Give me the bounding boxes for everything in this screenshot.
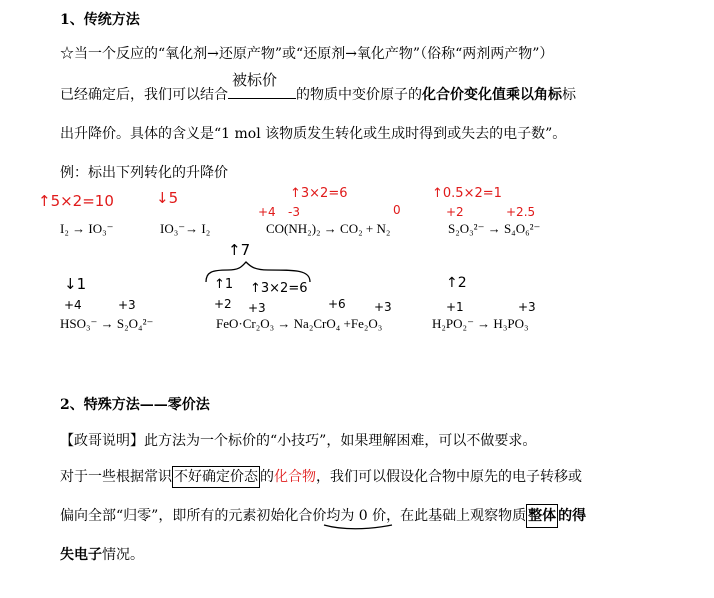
para2-bold: 的得 bbox=[558, 508, 587, 524]
boxed-whole: 整体 bbox=[526, 504, 558, 528]
para1-red-compound: 化合物 bbox=[274, 469, 316, 485]
section2-heading: 2、特殊方法——零价法 bbox=[60, 397, 210, 413]
note-i2-io3: ↑5×2=10 bbox=[38, 192, 114, 210]
section2-note: 【政哥说明】此方法为一个标价的“小技巧”，如果理解困难，可以不做要求。 bbox=[60, 433, 537, 449]
blank-handwriting: 被标价 bbox=[232, 71, 278, 89]
para2-text-a: 偏向全部“归零”，即所有的元素初始化合价 bbox=[60, 508, 327, 524]
ox-p1: +1 bbox=[446, 300, 464, 314]
para2-text-b: ，在此基础上观察物质 bbox=[386, 508, 527, 524]
para2-bold: 化合价变化值乘以角标 bbox=[422, 87, 562, 103]
section2-para3 bbox=[60, 545, 144, 565]
underlined-text: 均为 0 价 bbox=[326, 508, 387, 524]
para1-text-c: ，我们可以假设化合物中原先的电子转移或 bbox=[316, 469, 582, 485]
example-label: 例：标出下列转化的升降价 bbox=[60, 165, 228, 181]
para2-text-a: 已经确定后，我们可以结合 bbox=[60, 87, 228, 103]
formula-thiosulfate: S₂O₃²⁻ → S₄O₆²⁻ bbox=[448, 221, 541, 236]
para2-text-b: 的物质中变价原子的 bbox=[296, 87, 422, 103]
underlined-zero-valence bbox=[326, 506, 386, 526]
section1-heading: 1、传统方法 bbox=[60, 12, 140, 28]
para3-bold: 失电子 bbox=[60, 547, 102, 563]
note-urea-total: ↑7 bbox=[228, 241, 251, 259]
formula-i2-io3: I₂ → IO₃⁻ bbox=[60, 221, 114, 236]
ox-p3: +3 bbox=[518, 300, 536, 314]
ox-cr6: +6 bbox=[328, 297, 346, 311]
note-hso3: ↓1 bbox=[64, 275, 87, 293]
ox-fe3: +3 bbox=[374, 300, 392, 314]
para1-text-a: 对于一些根据常识 bbox=[60, 469, 172, 485]
section1-para3: 出升降价。具体的含义是“1 mol 该物质发生转化或生成时得到或失去的电子数”。 bbox=[60, 126, 567, 142]
note-io3-i2: ↓5 bbox=[156, 189, 179, 207]
note-h2po2: ↑2 bbox=[446, 275, 467, 291]
formula-urea: CO(NH₂)₂ → CO₂ + N₂ bbox=[266, 221, 391, 236]
para3-text: 情况。 bbox=[102, 547, 144, 563]
ox-thio-s4o6: +2.5 bbox=[506, 205, 536, 219]
section2-para1 bbox=[60, 467, 582, 487]
ox-urea-n2: 0 bbox=[393, 203, 401, 217]
formula-hypophosphite: H₂PO₂⁻ → H₃PO₃ bbox=[432, 316, 529, 331]
ox-cr: +3 bbox=[248, 301, 266, 315]
hand-underline bbox=[322, 522, 394, 532]
boxed-uncertain-valence: 不好确定价态 bbox=[172, 466, 260, 488]
ox-urea-n: -3 bbox=[288, 205, 300, 219]
para2-text-c: 标 bbox=[562, 87, 576, 103]
ox-hso3-s: +4 bbox=[64, 298, 82, 312]
ox-thio-s2o3: +2 bbox=[446, 205, 464, 219]
note-urea: ↑3×2=6 bbox=[290, 186, 348, 201]
note-feo: ↑1 bbox=[214, 277, 234, 292]
para1-text-b: 的 bbox=[260, 469, 274, 485]
section1-para1: ☆当一个反应的“氧化剂→还原产物”或“还原剂→氧化产物”（俗称“两剂两产物”） bbox=[60, 46, 554, 62]
formula-hso3: HSO₃⁻ → S₂O₄²⁻ bbox=[60, 316, 154, 331]
note-cr2o3: ↑3×2=6 bbox=[250, 281, 308, 296]
section2-para2 bbox=[60, 506, 586, 526]
formula-io3-i2: IO₃⁻→ I₂ bbox=[160, 221, 211, 236]
formula-chromite: FeO·Cr₂O₃ → Na₂CrO₄ +Fe₂O₃ bbox=[216, 316, 383, 331]
note-thiosulfate: ↑0.5×2=1 bbox=[432, 186, 502, 201]
ox-s2o4-s: +3 bbox=[118, 298, 136, 312]
ox-urea-c: +4 bbox=[258, 205, 276, 219]
ox-fe: +2 bbox=[214, 297, 232, 311]
